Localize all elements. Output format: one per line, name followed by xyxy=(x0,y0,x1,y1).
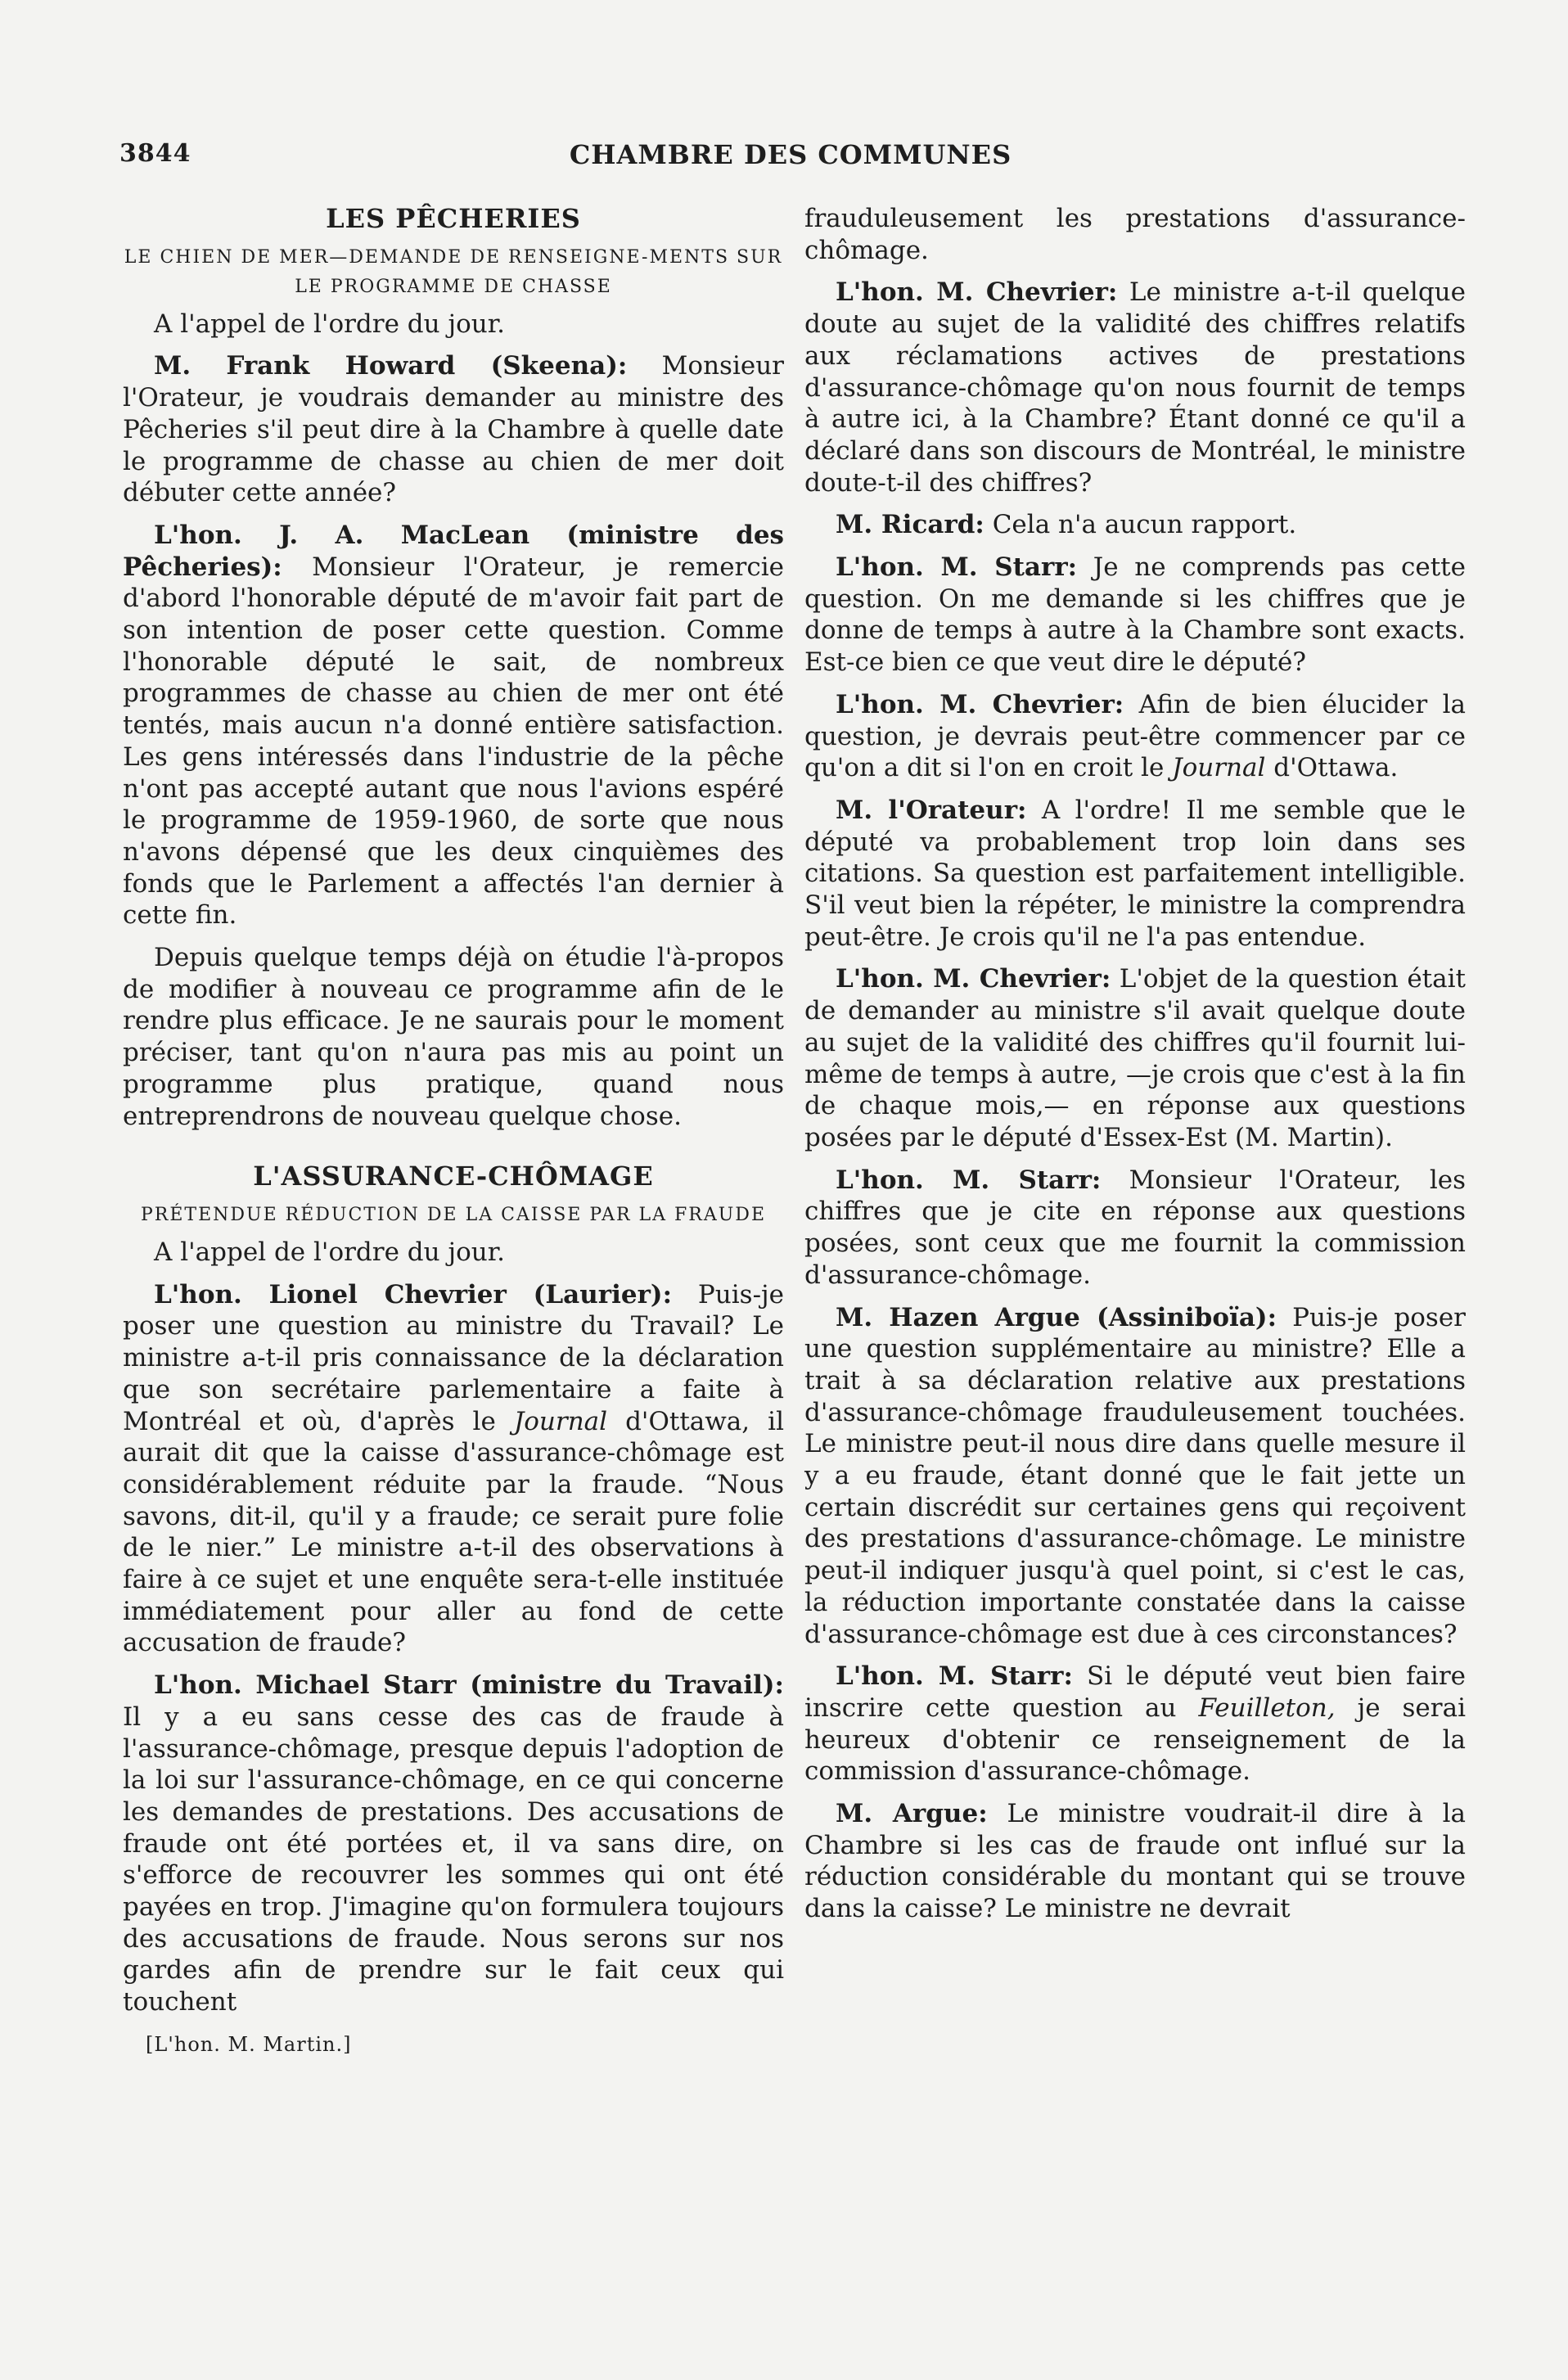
speech-text: Afin de bien élucider la question, je devrais peut-être commencer par ce qu'on a dit si l'on en croit le xyxy=(804,689,1467,783)
paragraph-orateur xyxy=(804,795,1466,953)
right-column xyxy=(804,203,1466,1936)
page-number: 3844 xyxy=(119,139,191,168)
section-title-peches: LES PÊCHERIES xyxy=(326,203,581,234)
order-of-day: A l'appel de l'ordre du jour. xyxy=(154,1237,505,1267)
speaker-name: L'hon. Lionel Chevrier (Laurier): xyxy=(154,1279,673,1309)
speech-text: Il y a eu sans cesse des cas de fraude à l'assurance-chômage, presque depuis l'adoption de la loi sur l'assurance-chômage, en ce qui concerne les demandes de prestations. Des accusations de fraude ont été portées et, il va sans dire, on s'efforce de recouvrer les sommes qui ont été payées en trop. J'imagine qu'on formulera toujours des accusations de fraude. Nous serons sur nos gardes afin de prendre sur le fait ceux qui touchent xyxy=(123,1702,784,2017)
speaker-name: L'hon. M. Starr: xyxy=(836,1661,1073,1692)
running-title: CHAMBRE DES COMMUNES xyxy=(569,139,1012,170)
speech-text: Monsieur l'Orateur, je voudrais demander au ministre des Pêcheries s'il peut dire à la Chambre à quelle date le programme de chasse au chien de mer doit débuter cette année? xyxy=(123,351,784,508)
section-subtitle-fraude: PRÉTENDUE RÉDUCTION DE LA CAISSE PAR LA FRAUDE xyxy=(141,1204,766,1225)
footer-note: [L'hon. M. Martin.] xyxy=(146,2032,352,2056)
speaker-name: L'hon. M. Chevrier: xyxy=(836,964,1111,994)
speaker-name: M. Frank Howard (Skeena): xyxy=(154,351,628,381)
paragraph-chevrier xyxy=(123,1279,784,1659)
speaker-name: L'hon. M. Chevrier: xyxy=(836,689,1124,719)
speech-text: L'objet de la question était de demander au ministre s'il avait quelque doute au sujet de la validité des chiffres qu'il fournit lui-même de temps à autre, —je crois que c'est à la fin de chaque mois,— en réponse aux questions posées par le député d'Essex-Est (M. Martin). xyxy=(804,964,1466,1152)
paragraph-howard xyxy=(123,350,784,509)
speech-text: Le ministre a-t-il quelque doute au sujet de la validité des chiffres relatifs aux réclamations actives de prestations d'assurance-chômage qu'on nous fournit de temps à autre ici, à la Chambre? Étant donné ce qu'il a déclaré dans son discours de Montréal, le ministre doute-t-il des chiffres? xyxy=(804,277,1466,498)
speaker-name: M. Ricard: xyxy=(836,510,985,540)
paragraph-starr xyxy=(123,1670,784,2018)
section-subtitle-chien-de-mer: LE CHIEN DE MER—DEMANDE DE RENSEIGNE-MENTS SUR LE PROGRAMME DE CHASSE xyxy=(124,246,783,297)
speech-text: A l'ordre! Il me semble que le député va probablement trop loin dans ses citations. Sa question est parfaitement intelligible. S'il veut bien la répéter, le ministre la comprendra peut-être. Je crois qu'il ne l'a pas entendue. xyxy=(804,795,1466,952)
speaker-name: L'hon. Michael Starr (ministre du Travail): xyxy=(154,1670,784,1701)
speech-text: Le ministre voudrait-il dire à la Chambre si les cas de fraude ont influé sur la réduction considérable du montant qui se trouve dans la caisse? Le ministre ne devrait xyxy=(804,1799,1466,1924)
speaker-name: M. l'Orateur: xyxy=(836,795,1027,825)
paragraph-starr-4 xyxy=(804,1661,1466,1787)
journal-title: Journal xyxy=(513,1406,608,1436)
speech-text: Monsieur l'Orateur, je remercie d'abord l'honorable député de m'avoir fait part de son intention de poser cette question. Comme l'honorable député le sait, de nombreux programmes de chasse au chien de mer ont été tentés, mais aucun n'a donné entière satisfaction. Les gens intéressés dans l'industrie de la pêche n'ont pas accepté autant que nous l'avions espéré le programme de 1959-1960, de sorte que nous n'avons dépensé que les deux cinquièmes des fonds que le Parlement a affectés l'an dernier à cette fin. xyxy=(123,552,784,931)
speaker-name: L'hon. M. Starr: xyxy=(836,1165,1102,1195)
journal-title: Journal xyxy=(1172,753,1266,783)
speech-text: d'Ottawa, il aurait dit que la caisse d'assurance-chômage est considérablement réduite par la fraude. “Nous savons, dit-il, qu'il y a fraude; ce serait pure folie de le nier.” Le ministre a-t-il des observations à faire à ce sujet et une enquête sera-t-elle instituée immédiatement pour aller au fond de cette accusation de fraude? xyxy=(123,1406,784,1658)
order-of-day: A l'appel de l'ordre du jour. xyxy=(154,309,505,339)
paragraph-chevrier-3 xyxy=(804,689,1466,784)
section-title-assurance-chomage: L'ASSURANCE-CHÔMAGE xyxy=(253,1161,654,1192)
speaker-name: L'hon. J. A. MacLean (ministre des Pêcheries): xyxy=(123,520,784,582)
speech-text: Cela n'a aucun rapport. xyxy=(984,510,1297,540)
speaker-name: M. Hazen Argue (Assiniboïa): xyxy=(836,1302,1277,1332)
paragraph-starr-2 xyxy=(804,552,1466,678)
speech-text: je serai heureux d'obtenir ce renseignement de la commission d'assurance-chômage. xyxy=(804,1693,1466,1787)
paragraph-chevrier-4 xyxy=(804,963,1466,1153)
speech-text: Si le député veut bien faire inscrire cette question au xyxy=(804,1661,1466,1723)
paragraph-argue xyxy=(804,1302,1466,1651)
speaker-name: M. Argue: xyxy=(836,1799,988,1829)
feuilleton-title: Feuilleton, xyxy=(1198,1693,1336,1723)
paragraph-continuation: frauduleusement les prestations d'assurance-chômage. xyxy=(804,204,1466,265)
paragraph-chevrier-2 xyxy=(804,277,1466,498)
paragraph-maclean-cont: Depuis quelque temps déjà on étudie l'à-propos de modifier à nouveau ce programme afin de le rendre plus efficace. Je ne saurais pour le moment préciser, tant qu'on n'aura pas mis au point un programme plus pratique, quand nous entreprendrons de nouveau quelque chose. xyxy=(123,943,784,1131)
page-header xyxy=(119,139,1462,178)
speech-text: d'Ottawa. xyxy=(1265,753,1399,783)
paragraph-maclean xyxy=(123,520,784,931)
speech-text: Puis-je poser une question au ministre du Travail? Le ministre a-t-il pris connaissance de la déclaration que son secrétaire parlementaire a faite à Montréal et où, d'après le xyxy=(123,1279,784,1436)
speaker-name: L'hon. M. Chevrier: xyxy=(836,277,1118,308)
speaker-name: L'hon. M. Starr: xyxy=(836,552,1078,583)
speech-text: Puis-je poser une question supplémentaire au ministre? Elle a trait à sa déclaration relative aux prestations d'assurance-chômage frauduleusement touchées. Le ministre peut-il nous dire dans quelle mesure il y a eu fraude, étant donné que le fait jette un certain discrédit sur certaines gens qui reçoivent des prestations d'assurance-chômage. Le ministre peut-il indiquer jusqu'à quel point, si c'est le cas, la réduction importante constatée dans la caisse d'assurance-chômage est due à ces circonstances? xyxy=(804,1302,1466,1649)
paragraph-starr-3 xyxy=(804,1165,1466,1291)
speech-text: Monsieur l'Orateur, les chiffres que je cite en réponse aux questions posées, sont ceux que me fournit la commission d'assurance-chômage. xyxy=(804,1165,1466,1290)
left-column xyxy=(123,203,784,2061)
speech-text: Je ne comprends pas cette question. On me demande si les chiffres que je donne de temps à autre à la Chambre sont exacts. Est-ce bien ce que veut dire le député? xyxy=(804,552,1466,678)
paragraph-argue-2 xyxy=(804,1798,1466,1925)
paragraph-ricard xyxy=(804,509,1466,541)
